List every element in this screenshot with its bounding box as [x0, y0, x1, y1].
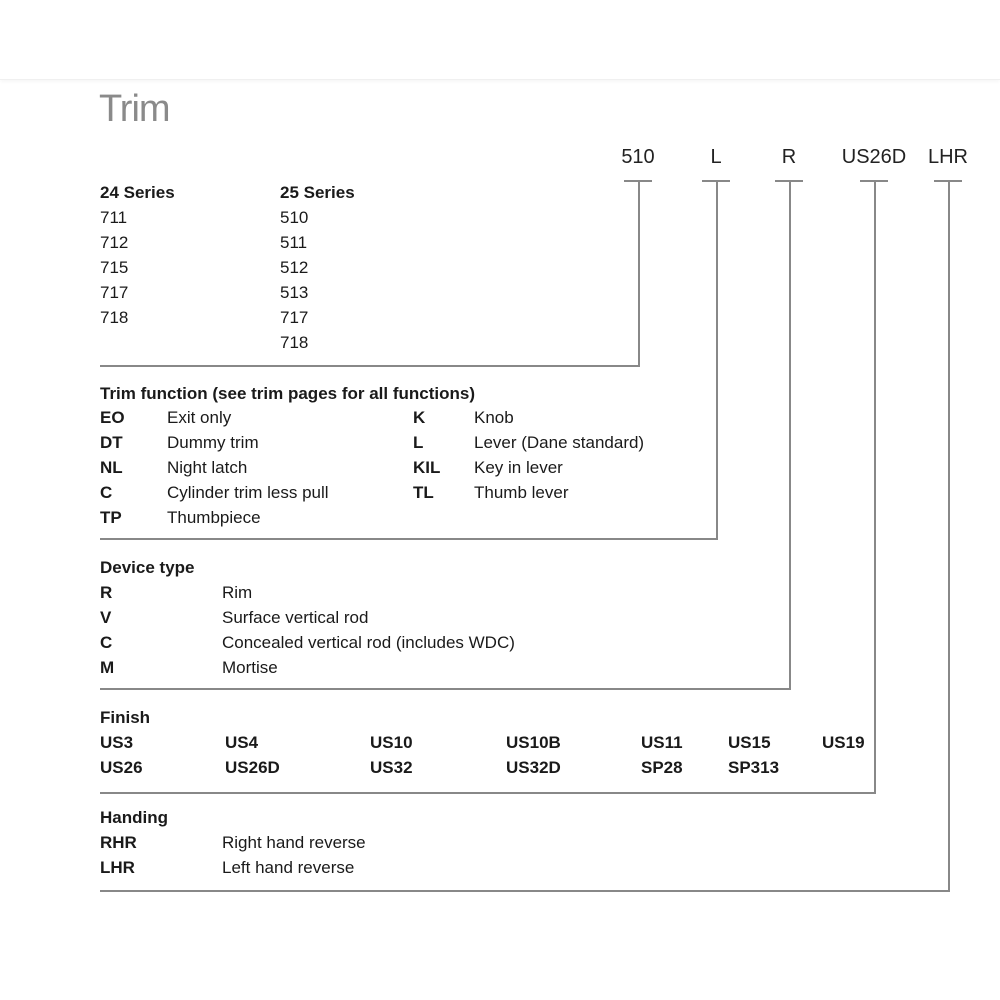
finish-code: US3	[100, 733, 134, 752]
handing-code: RHR	[100, 833, 137, 852]
device-type-code: C	[100, 633, 113, 652]
trim-function-code: EO	[100, 408, 125, 427]
trim-function-code: K	[413, 408, 426, 427]
series-25-item: 512	[280, 258, 309, 277]
connector-vertical	[789, 180, 791, 689]
series-24-item: 717	[100, 283, 129, 302]
trim-function-desc: Exit only	[167, 408, 232, 427]
section-divider	[100, 890, 950, 892]
page-title: Trim	[99, 88, 170, 130]
handing-heading: Handing	[100, 808, 168, 827]
trim-function-code: TP	[100, 508, 122, 527]
finish-code: US32D	[506, 758, 561, 777]
series-25-item: 510	[280, 208, 309, 227]
connector-vertical	[874, 180, 876, 793]
device-type-code: R	[100, 583, 113, 602]
series-24-item: 715	[100, 258, 129, 277]
finish-code: US15	[728, 733, 771, 752]
device-type-desc: Rim	[222, 583, 253, 602]
code-label-2: R	[781, 146, 797, 168]
section-divider	[100, 538, 718, 540]
device-type-desc: Mortise	[222, 658, 278, 677]
section-divider	[100, 792, 876, 794]
trim-function-desc: Cylinder trim less pull	[167, 483, 329, 502]
trim-function-code: C	[100, 483, 113, 502]
series-25-item: 718	[280, 333, 309, 352]
trim-function-desc: Knob	[474, 408, 514, 427]
finish-code: US26D	[225, 758, 280, 777]
finish-code: US10B	[506, 733, 561, 752]
code-label-4: LHR	[927, 146, 969, 168]
handing-desc: Right hand reverse	[222, 833, 366, 852]
finish-code: SP313	[728, 758, 780, 777]
section-divider	[100, 365, 640, 367]
trim-function-desc: Thumbpiece	[167, 508, 261, 527]
device-type-code: V	[100, 608, 112, 627]
finish-code: US32	[370, 758, 413, 777]
connector-vertical	[716, 180, 718, 539]
device-type-desc: Surface vertical rod	[222, 608, 369, 627]
finish-code: US19	[822, 733, 865, 752]
series-24-heading: 24 Series	[100, 183, 175, 202]
handing-desc: Left hand reverse	[222, 858, 355, 877]
finish-code: US4	[225, 733, 259, 752]
trim-function-code: DT	[100, 433, 123, 452]
series-25-heading: 25 Series	[280, 183, 355, 202]
finish-code: US10	[370, 733, 413, 752]
trim-function-desc: Thumb lever	[474, 483, 569, 502]
code-label-3: US26D	[841, 146, 907, 168]
connector-vertical	[638, 180, 640, 366]
trim-function-desc: Lever (Dane standard)	[474, 433, 645, 452]
code-label-0: 510	[621, 146, 655, 168]
series-24-item: 718	[100, 308, 129, 327]
trim-function-code: KIL	[413, 458, 441, 477]
finish-code: US11	[641, 733, 683, 752]
trim-function-code: NL	[100, 458, 123, 477]
series-24-item: 712	[100, 233, 129, 252]
connector-vertical	[948, 180, 950, 891]
device-type-code: M	[100, 658, 115, 677]
handing-code: LHR	[100, 858, 135, 877]
top-band	[0, 0, 1000, 80]
trim-function-desc: Key in lever	[474, 458, 563, 477]
finish-heading: Finish	[100, 708, 151, 727]
trim-function-desc: Dummy trim	[167, 433, 259, 452]
series-25-item: 513	[280, 283, 309, 302]
device-type-desc: Concealed vertical rod (includes WDC)	[222, 633, 515, 652]
series-25-item: 511	[280, 233, 308, 252]
series-24-item: 711	[100, 208, 128, 227]
section-divider	[100, 688, 791, 690]
device-type-heading: Device type	[100, 558, 195, 577]
trim-function-code: L	[413, 433, 424, 452]
finish-code: SP28	[641, 758, 683, 777]
trim-function-desc: Night latch	[167, 458, 248, 477]
trim-function-heading: Trim function (see trim pages for all functions)	[100, 384, 475, 403]
trim-function-code: TL	[413, 483, 434, 502]
code-label-1: L	[710, 146, 722, 168]
finish-code: US26	[100, 758, 143, 777]
series-25-item: 717	[280, 308, 309, 327]
